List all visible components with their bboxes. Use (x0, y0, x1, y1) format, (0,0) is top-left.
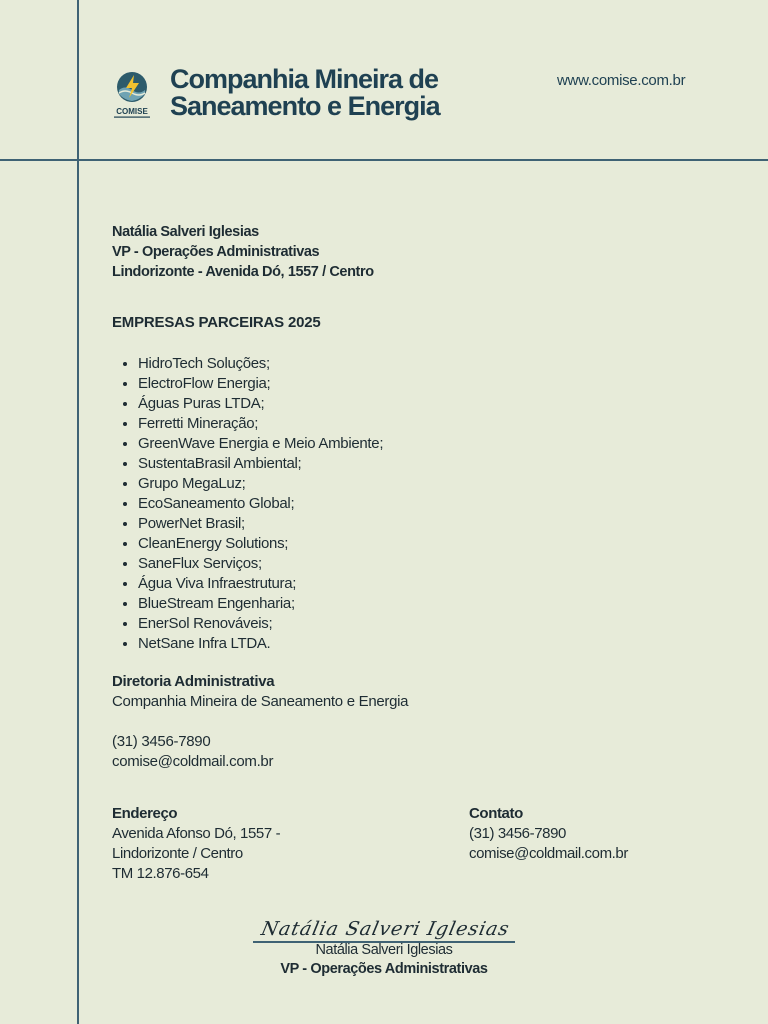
list-item: • GreenWave Energia e Meio Ambiente; (138, 434, 383, 454)
list-item: • SustentaBrasil Ambiental; (138, 454, 383, 474)
address-heading: Endereço (112, 805, 178, 822)
board-phone: (31) 3456-7890 (112, 733, 211, 750)
board-company: Companhia Mineira de Saneamento e Energia (112, 693, 409, 710)
list-item: • SaneFlux Serviços; (138, 554, 383, 574)
board-heading: Diretoria Administrativa (112, 673, 275, 690)
partners-list (112, 354, 383, 654)
board-contacts (112, 732, 273, 772)
list-item: • Águas Puras LTDA; (138, 394, 383, 414)
list-item: • PowerNet Brasil; (138, 514, 383, 534)
list-item: • HidroTech Soluções; (138, 354, 383, 374)
board-block (112, 672, 408, 712)
contact-phone: (31) 3456-7890 (469, 825, 566, 842)
company-line-1: Companhia Mineira de (170, 64, 439, 94)
sender-block (112, 222, 374, 282)
address-line-1: Avenida Afonso Dó, 1557 - (112, 825, 281, 842)
list-item: • NetSane Infra LTDA. (138, 634, 383, 654)
company-line-2: Saneamento e Energia (170, 91, 440, 121)
address-block (112, 804, 280, 884)
board-email[interactable]: comise@coldmail.com.br (112, 753, 274, 770)
partners-heading: EMPRESAS PARCEIRAS 2025 (112, 314, 321, 331)
contact-block (469, 804, 628, 864)
list-item: • CleanEnergy Solutions; (138, 534, 383, 554)
sender-title: VP - Operações Administrativas (112, 244, 320, 260)
logo-text: COMISE (116, 107, 148, 116)
list-item: • EnerSol Renováveis; (138, 614, 383, 634)
address-line-2: Lindorizonte / Centro (112, 845, 243, 862)
list-item: • Grupo MegaLuz; (138, 474, 383, 494)
signature-text: Natália Salveri Iglesias (259, 917, 512, 940)
contact-email[interactable]: comise@coldmail.com.br (469, 845, 628, 862)
signature-name: Natália Salveri Iglesias (315, 942, 453, 958)
handwritten-signature (259, 903, 512, 943)
company-name (170, 66, 440, 120)
list-item: • EcoSaneamento Global; (138, 494, 383, 514)
list-item: • Água Viva Infraestrutura; (138, 574, 383, 594)
header-rule (0, 159, 768, 161)
sender-name: Natália Salveri Iglesias (112, 224, 259, 240)
signature-title: VP - Operações Administrativas (280, 961, 488, 977)
contact-heading: Contato (469, 805, 523, 822)
vertical-rule (77, 0, 79, 1024)
sender-address: Lindorizonte - Avenida Dó, 1557 / Centro (112, 264, 374, 280)
list-item: • ElectroFlow Energia; (138, 374, 383, 394)
address-line-3: TM 12.876-654 (112, 865, 209, 882)
comise-logo (111, 70, 153, 120)
website-link[interactable]: www.comise.com.br (557, 72, 686, 89)
list-item: • Ferretti Mineração; (138, 414, 383, 434)
list-item: • BlueStream Engenharia; (138, 594, 383, 614)
